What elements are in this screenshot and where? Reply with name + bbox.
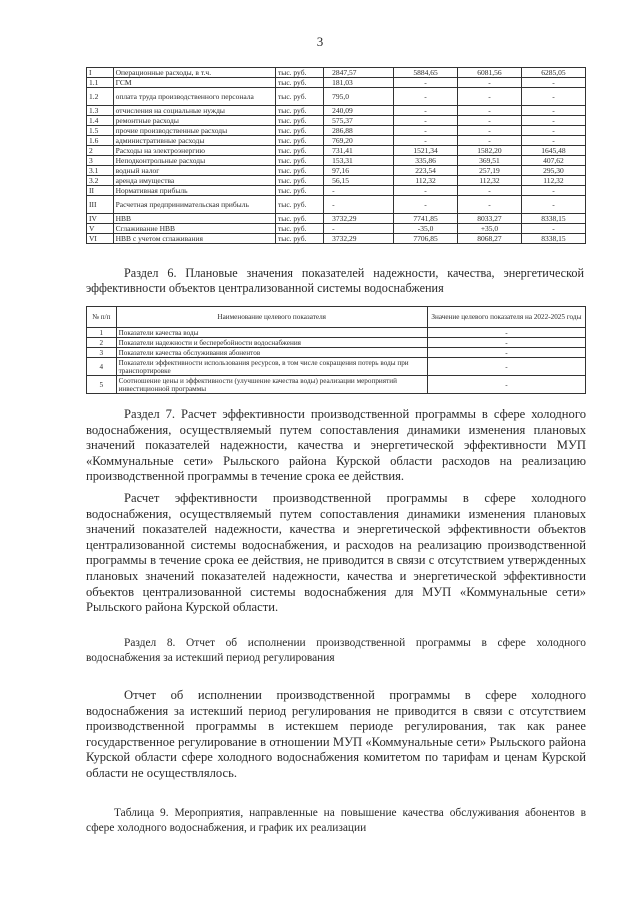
expense-name: ремонтные расходы (113, 116, 275, 126)
table-row (87, 358, 586, 376)
value-cell: - (458, 186, 522, 196)
value-cell: 181,03 (324, 78, 394, 88)
row-number: V (87, 224, 114, 234)
value-cell: -35,0 (394, 224, 458, 234)
value-cell: 335,86 (394, 156, 458, 166)
section-8-title: Раздел 8. Отчет об исполнении производственной программы в сфере холодного водоснабжения за истекший период регулирования (86, 637, 586, 664)
unit: тыс. руб. (276, 224, 324, 234)
unit: тыс. руб. (276, 106, 324, 116)
row-number: 1.4 (87, 116, 114, 126)
expense-name: Расчетная предпринимательская прибыль (113, 196, 275, 214)
row-number: IV (87, 214, 114, 224)
value-cell: 97,16 (324, 166, 394, 176)
value-cell: 112,32 (521, 176, 585, 186)
value-cell: 6081,56 (458, 68, 522, 78)
value-cell: +35,0 (458, 224, 522, 234)
header-indicator-name: Наименование целевого показателя (116, 307, 427, 328)
section-7-body: Расчет эффективности производственной программы в сфере холодного водоснабжения, осуществляемый путем сопоставления динамики изменения плановых значений показателей надежности, качества и энергетической эффективности объектов централизованной системы водоснабжения, и расходов на реализацию производственной программы в течение срока ее действия, не приводится в связи с отсутствием утвержденных плановых значений показателей надежности, качества и энергетической эффективности объектов централизованной системы водоснабжения для МУП «Коммунальные сети» Рыльского района Курской области. (86, 491, 586, 615)
expense-name: Неподконтрольные расходы (113, 156, 275, 166)
indicator-name: Соотношение цены и эффективности (улучшение качества воды) реализации мероприятий инвестиционной программы (116, 376, 427, 394)
row-number: 1.1 (87, 78, 114, 88)
table-row (87, 348, 586, 358)
row-number: 3.2 (87, 176, 114, 186)
header-target-value: Значение целевого показателя на 2022-2025 годы (427, 307, 585, 328)
value-cell: 731,41 (324, 146, 394, 156)
page-number: 3 (316, 34, 324, 49)
unit: тыс. руб. (276, 156, 324, 166)
unit: тыс. руб. (276, 146, 324, 156)
expense-name: водный налог (113, 166, 275, 176)
expense-name: аренда имущества (113, 176, 275, 186)
table-row (87, 78, 586, 88)
value-cell: - (458, 88, 522, 106)
unit: тыс. руб. (276, 126, 324, 136)
row-number: 1.2 (87, 88, 114, 106)
value-cell: - (458, 126, 522, 136)
row-number: I (87, 68, 114, 78)
value-cell: 6285,05 (521, 68, 585, 78)
indicator-name: Показатели качества обслуживания абонентов (116, 348, 427, 358)
value-cell: 769,20 (324, 136, 394, 146)
value-cell: - (324, 196, 394, 214)
target-value: - (427, 348, 585, 358)
target-value: - (427, 338, 585, 348)
row-number: 5 (87, 376, 117, 394)
expense-name: НВВ с учетом сглаживания (113, 234, 275, 244)
row-number: 3 (87, 156, 114, 166)
expenses-table (86, 67, 586, 244)
target-value: - (427, 328, 585, 338)
value-cell: 8033,27 (458, 214, 522, 224)
value-cell: - (394, 186, 458, 196)
value-cell: 369,51 (458, 156, 522, 166)
value-cell: 257,19 (458, 166, 522, 176)
value-cell: - (394, 116, 458, 126)
value-cell: - (521, 78, 585, 88)
value-cell: - (521, 116, 585, 126)
value-cell: 407,62 (521, 156, 585, 166)
value-cell: - (521, 196, 585, 214)
expense-name: НВВ (113, 214, 275, 224)
row-number: 4 (87, 358, 117, 376)
table-row (87, 88, 586, 106)
unit: тыс. руб. (276, 214, 324, 224)
value-cell: 1645,48 (521, 146, 585, 156)
row-number: 3.1 (87, 166, 114, 176)
value-cell: - (324, 186, 394, 196)
target-value: - (427, 358, 585, 376)
table-row (87, 234, 586, 244)
table-row (87, 106, 586, 116)
expense-name: Сглаживание НВВ (113, 224, 275, 234)
targets-table-header (87, 307, 586, 328)
value-cell: - (394, 126, 458, 136)
section-6-title: Раздел 6. Плановые значения показателей надежности, качества, энергетической эффективности объектов централизованной системы водоснабжения (86, 266, 584, 295)
expense-name: ГСМ (113, 78, 275, 88)
value-cell: 3732,29 (324, 214, 394, 224)
value-cell: 2847,57 (324, 68, 394, 78)
value-cell: 3732,29 (324, 234, 394, 244)
expense-name: Операционные расходы, в т.ч. (113, 68, 275, 78)
row-number: III (87, 196, 114, 214)
value-cell: 575,37 (324, 116, 394, 126)
value-cell: 1521,34 (394, 146, 458, 156)
value-cell: 8338,15 (521, 214, 585, 224)
table-row (87, 126, 586, 136)
indicator-name: Показатели эффективности использования ресурсов, в том числе сокращения потерь воды при транспортировке (116, 358, 427, 376)
value-cell: - (521, 136, 585, 146)
value-cell: 153,31 (324, 156, 394, 166)
value-cell: - (394, 196, 458, 214)
unit: тыс. руб. (276, 176, 324, 186)
table-row (87, 68, 586, 78)
table-row (87, 166, 586, 176)
row-number: 2 (87, 338, 117, 348)
value-cell: - (458, 78, 522, 88)
table-row (87, 224, 586, 234)
targets-table (86, 306, 586, 394)
value-cell: 7741,85 (394, 214, 458, 224)
value-cell: 286,88 (324, 126, 394, 136)
unit: тыс. руб. (276, 68, 324, 78)
value-cell: - (394, 136, 458, 146)
value-cell: - (521, 186, 585, 196)
expense-name: административные расходы (113, 136, 275, 146)
row-number: 1.6 (87, 136, 114, 146)
value-cell: 1582,20 (458, 146, 522, 156)
expense-name: прочие производственные расходы (113, 126, 275, 136)
value-cell: 112,32 (458, 176, 522, 186)
table-row (87, 146, 586, 156)
expense-name: Нормативная прибыль (113, 186, 275, 196)
table-row (87, 338, 586, 348)
row-number: 1.3 (87, 106, 114, 116)
value-cell: 112,32 (394, 176, 458, 186)
table-row (87, 196, 586, 214)
unit: тыс. руб. (276, 196, 324, 214)
unit: тыс. руб. (276, 234, 324, 244)
value-cell: - (458, 136, 522, 146)
header-number: № п/п (87, 307, 117, 328)
value-cell: - (521, 126, 585, 136)
value-cell: - (458, 196, 522, 214)
expense-name: Расходы на электроэнергию (113, 146, 275, 156)
unit: тыс. руб. (276, 136, 324, 146)
section-8-body: Отчет об исполнении производственной программы в сфере холодного водоснабжения за истекший период регулирования не приводится в связи с отсутствием производственной программы в истекшем периоде регулирования, так как ранее государственное регулирование в отношении МУП «Коммунальные сети» Рыльского района Курской области сфере холодного водоснабжения комитетом по тарифам и ценам Курской области не осуществлялось. (86, 688, 586, 780)
value-cell: 295,30 (521, 166, 585, 176)
value-cell: - (458, 106, 522, 116)
table-row (87, 176, 586, 186)
value-cell: 7706,85 (394, 234, 458, 244)
value-cell: - (521, 224, 585, 234)
unit: тыс. руб. (276, 88, 324, 106)
table-9-caption: Таблица 9. Мероприятия, направленные на повышение качества обслуживания абонентов в сфере холодного водоснабжения, и график их реализации (86, 807, 586, 834)
target-value: - (427, 376, 585, 394)
unit: тыс. руб. (276, 78, 324, 88)
value-cell: - (394, 78, 458, 88)
value-cell: - (521, 106, 585, 116)
table-row (87, 136, 586, 146)
value-cell: 223,54 (394, 166, 458, 176)
value-cell: - (394, 88, 458, 106)
row-number: 3 (87, 348, 117, 358)
row-number: 1.5 (87, 126, 114, 136)
value-cell: - (394, 106, 458, 116)
value-cell: 240,09 (324, 106, 394, 116)
value-cell: - (324, 224, 394, 234)
value-cell: 795,0 (324, 88, 394, 106)
value-cell: - (521, 88, 585, 106)
value-cell: 5884,65 (394, 68, 458, 78)
table-row (87, 328, 586, 338)
expense-name: отчисления на социальные нужды (113, 106, 275, 116)
unit: тыс. руб. (276, 186, 324, 196)
unit: тыс. руб. (276, 116, 324, 126)
row-number: 2 (87, 146, 114, 156)
value-cell: - (458, 116, 522, 126)
row-number: VI (87, 234, 114, 244)
table-row (87, 186, 586, 196)
expense-name: оплата труда производственного персонала (113, 88, 275, 106)
value-cell: 8338,15 (521, 234, 585, 244)
value-cell: 56,15 (324, 176, 394, 186)
table-row (87, 376, 586, 394)
section-7-paragraph: Раздел 7. Расчет эффективности производственной программы в сфере холодного водоснабжения, осуществляемый путем сопоставления динамики изменения плановых значений показателей надежности, качества и энергетической эффективности МУП «Коммунальные сети» Рыльского района Курской области расходов на реализацию производственной программы в течение срока ее действия. (86, 407, 586, 484)
value-cell: 8068,27 (458, 234, 522, 244)
table-row (87, 116, 586, 126)
table-row (87, 156, 586, 166)
indicator-name: Показатели надежности и бесперебойности водоснабжения (116, 338, 427, 348)
table-row (87, 214, 586, 224)
row-number: 1 (87, 328, 117, 338)
unit: тыс. руб. (276, 166, 324, 176)
row-number: II (87, 186, 114, 196)
indicator-name: Показатели качества воды (116, 328, 427, 338)
